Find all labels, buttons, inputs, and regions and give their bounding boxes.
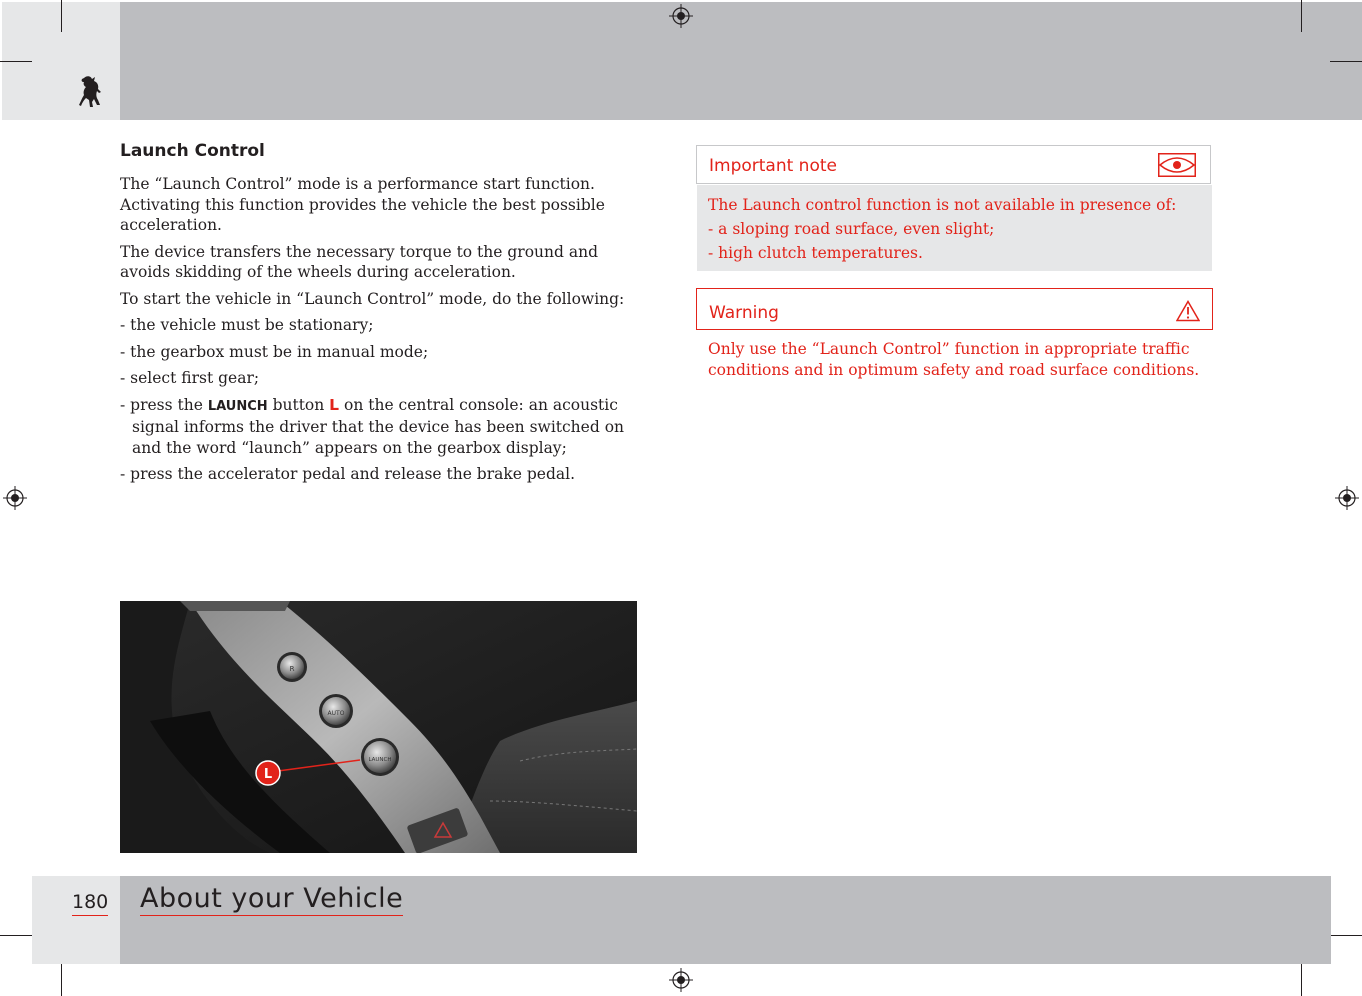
crop-mark [61, 0, 62, 32]
footer-left-band [32, 876, 120, 964]
step-text: select first gear; [130, 369, 260, 387]
step-text: press the [130, 395, 208, 414]
warning-header [696, 288, 1213, 330]
registration-mark-icon [3, 486, 27, 510]
paragraph: The “Launch Control” mode is a performance start function. Activating this function provides the vehicle the best possible acceleration. [120, 175, 605, 234]
list-item [120, 368, 642, 389]
list-item [120, 342, 642, 363]
important-note-body [697, 185, 1212, 271]
header-band [120, 2, 1362, 120]
crop-mark [0, 935, 32, 936]
important-note-title: Important note [709, 156, 837, 176]
crop-mark [1301, 0, 1302, 32]
body-text [120, 174, 642, 491]
step-text: press the accelerator pedal and release the brake pedal. [130, 465, 576, 483]
registration-mark-icon [1335, 486, 1359, 510]
center-console-photo [120, 601, 637, 853]
crop-mark [61, 964, 62, 996]
paragraph: To start the vehicle in “Launch Control” mode, do the following: [120, 289, 625, 308]
note-line: - a sloping road surface, even slight; [708, 220, 995, 238]
crop-mark [0, 61, 32, 62]
paragraph: The device transfers the necessary torque to the ground and avoids skidding of the wheels during acceleration. [120, 242, 598, 281]
step-text: button [267, 395, 330, 414]
important-note-header [696, 145, 1211, 184]
crop-mark [1301, 964, 1302, 996]
section-title: Launch Control [120, 141, 265, 161]
launch-button-name: LAUNCH [207, 398, 268, 414]
warning-text: Only use the “Launch Control” function in appropriate traffic conditions and in optimum safety and road surface conditions. [708, 340, 1200, 379]
eye-icon [1158, 153, 1196, 177]
prancing-horse-icon [78, 74, 104, 108]
auto-button-label: AUTO [327, 710, 345, 717]
step-text: the gearbox must be in manual mode; [130, 342, 429, 361]
registration-mark-icon [669, 968, 693, 992]
crop-mark [1330, 61, 1362, 62]
registration-mark-icon [669, 4, 693, 28]
warning-title: Warning [709, 303, 779, 323]
crop-mark [1330, 935, 1362, 936]
note-line: The Launch control function is not available in presence of: [708, 196, 1177, 214]
r-button-label: R [289, 665, 295, 673]
steps-list [120, 315, 642, 485]
note-line: - high clutch temperatures. [708, 244, 923, 262]
page-number: 180 [72, 891, 108, 916]
list-item [120, 395, 642, 459]
chapter-title: About your Vehicle [140, 883, 404, 914]
step-text: on the central console: an acoustic signal informs the driver that the device has been switched on and the word “launch” appears on the gearbox display; [132, 395, 625, 457]
list-item [120, 315, 642, 336]
warning-triangle-icon [1176, 300, 1200, 322]
launch-button-label: LAUNCH [368, 757, 392, 763]
callout-ref: L [329, 395, 340, 414]
list-item [120, 464, 642, 485]
figure-callout-label: L [263, 767, 273, 782]
step-text: the vehicle must be stationary; [130, 316, 374, 334]
